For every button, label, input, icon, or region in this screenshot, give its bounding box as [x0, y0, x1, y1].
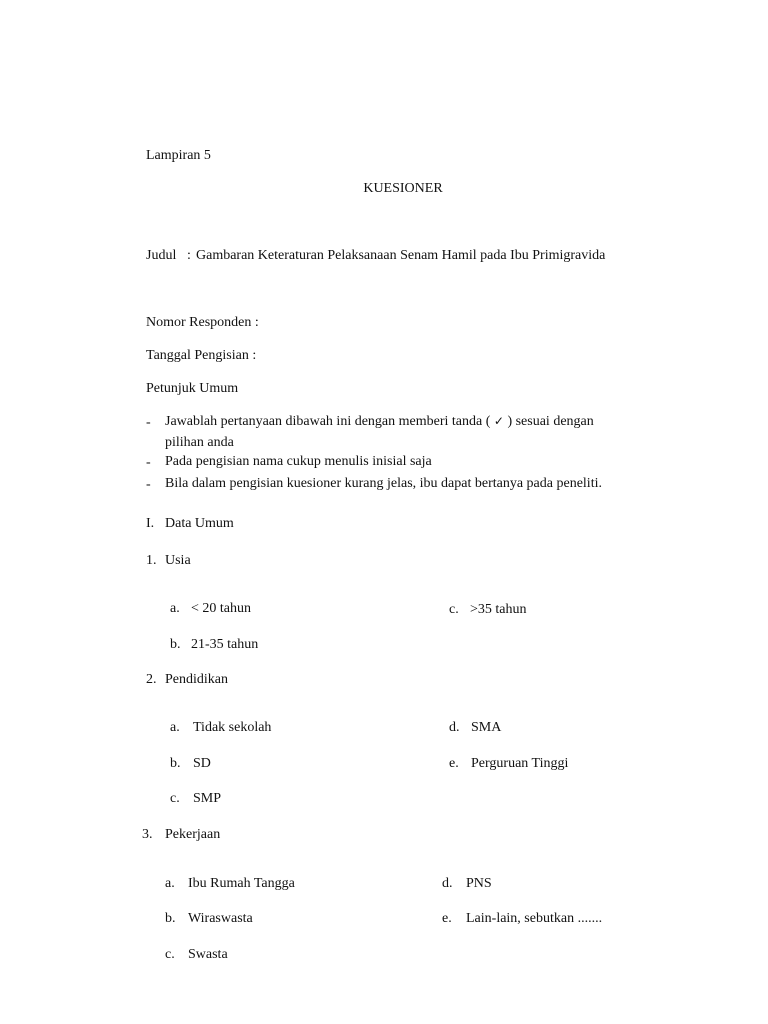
fill-date-field: Tanggal Pengisian : [146, 348, 257, 363]
option-text: SMP [193, 791, 222, 806]
judul-label: Judul [146, 248, 177, 263]
option-text: Ibu Rumah Tangga [188, 876, 295, 891]
option-letter: b. [170, 756, 181, 771]
option-text: Lain-lain, sebutkan ....... [466, 911, 603, 926]
bullet-dash: - [146, 415, 151, 430]
instruction-text: ) sesuai dengan [507, 414, 594, 429]
option-letter: c. [170, 791, 180, 806]
option-letter: e. [442, 911, 452, 926]
option-letter: a. [170, 601, 180, 616]
instruction-text: Pada pengisian nama cukup menulis inisial saja [165, 454, 432, 469]
option-text: PNS [466, 876, 492, 891]
option-letter: a. [165, 876, 175, 891]
instruction-text: Bila dalam pengisian kuesioner kurang jelas, ibu dapat bertanya pada peneliti. [165, 476, 602, 491]
option-text: SD [193, 756, 211, 771]
option-letter: c. [449, 602, 459, 617]
page-title: KUESIONER [363, 181, 443, 196]
option-letter: e. [449, 756, 459, 771]
option-text: Tidak sekolah [193, 720, 272, 735]
option-text: SMA [471, 720, 502, 735]
judul-separator: : [187, 248, 191, 263]
bullet-dash: - [146, 477, 151, 492]
option-letter: b. [170, 637, 181, 652]
option-text: 21-35 tahun [191, 637, 259, 652]
option-text: < 20 tahun [191, 601, 251, 616]
section-number: I. [146, 516, 155, 531]
judul-text: Gambaran Keteraturan Pelaksanaan Senam Hamil pada Ibu Primigravida [196, 248, 606, 263]
option-text: >35 tahun [470, 602, 527, 617]
question-title: Pekerjaan [165, 827, 221, 842]
instruction-continuation: pilihan anda [165, 435, 234, 450]
option-letter: c. [165, 947, 175, 962]
option-text: Perguruan Tinggi [471, 756, 569, 771]
question-number: 3. [142, 827, 153, 842]
question-number: 2. [146, 672, 157, 687]
question-title: Pendidikan [165, 672, 228, 687]
appendix-label: Lampiran 5 [146, 148, 211, 163]
bullet-dash: - [146, 455, 151, 470]
check-mark-icon: ✓ [493, 414, 504, 428]
respondent-number-field: Nomor Responden : [146, 315, 259, 330]
question-number: 1. [146, 553, 157, 568]
option-letter: d. [449, 720, 460, 735]
option-letter: d. [442, 876, 453, 891]
section-title: Data Umum [165, 516, 234, 531]
option-text: Wiraswasta [188, 911, 253, 926]
option-text: Swasta [188, 947, 228, 962]
question-title: Usia [165, 553, 191, 568]
instruction-text: Jawablah pertanyaan dibawah ini dengan memberi tanda ( [165, 414, 491, 429]
option-letter: b. [165, 911, 176, 926]
option-letter: a. [170, 720, 180, 735]
instructions-heading: Petunjuk Umum [146, 381, 239, 396]
